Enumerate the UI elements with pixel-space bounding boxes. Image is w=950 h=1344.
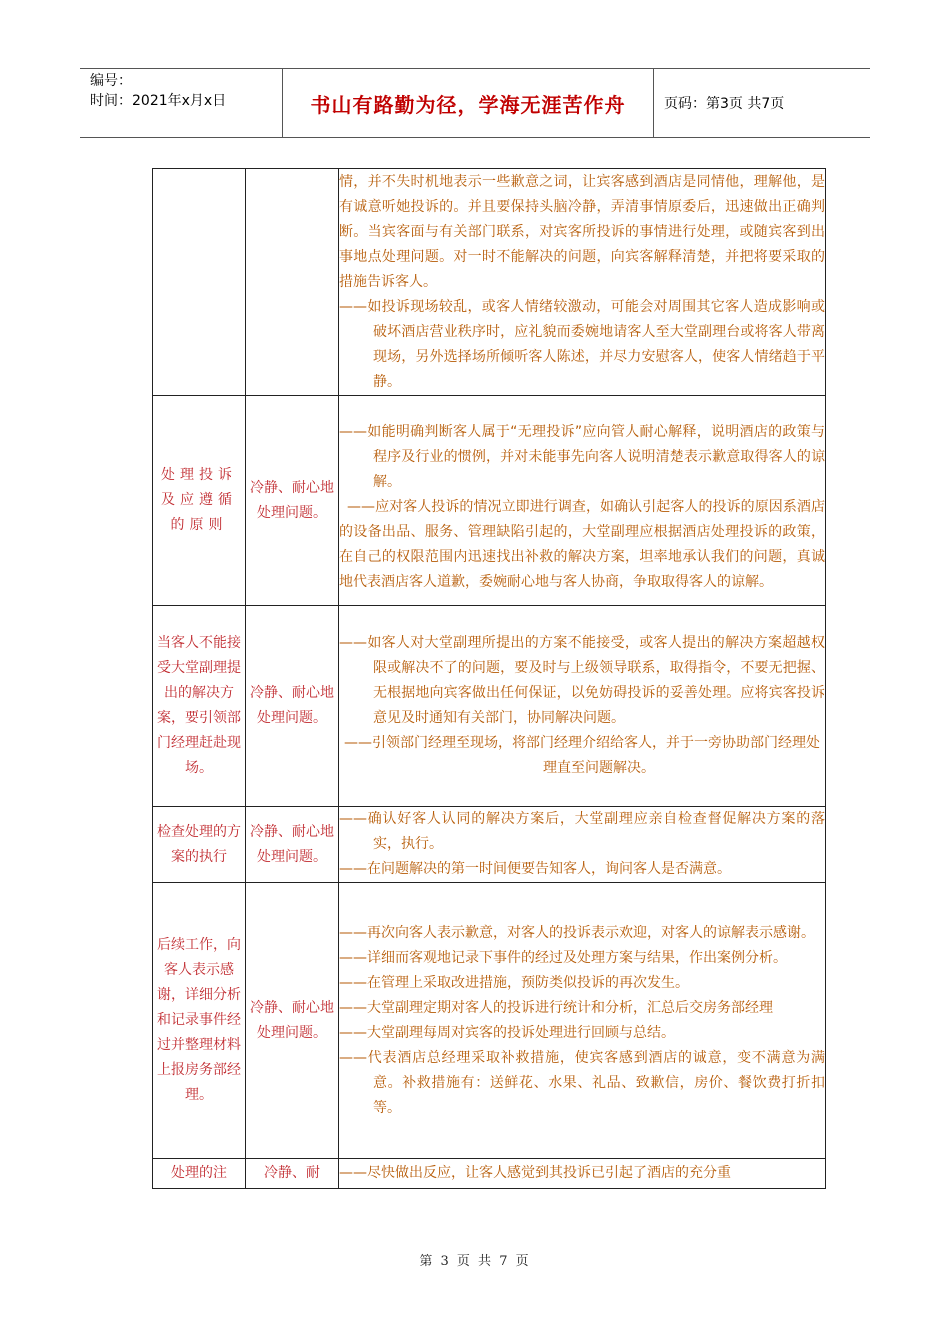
table-row	[153, 396, 826, 606]
table-row	[153, 606, 826, 807]
attitude-cell: 冷静、耐心地处理问题。	[246, 883, 339, 1159]
content-paragraph: 情，并不失时机地表示一些歉意之词，让宾客感到酒店是同情他，理解他，是有诚意听她投诉的。并且要保持头脑冷静，弄清事情原委后，迅速做出正确判断。当宾客面与有关部门联系，对宾客所投诉的事情进行处理，或随宾客到出事地点处理问题。对一时不能解决的问题，向宾客解释清楚，并把将要采取的措施告诉客人。	[339, 173, 825, 290]
content-paragraph: ——再次向客人表示歉意，对客人的投诉表示欢迎，对客人的谅解表示感谢。	[339, 924, 815, 941]
procedure-cell: 当客人不能接受大堂副理提出的解决方案，要引领部门经理赶赴现场。	[153, 606, 246, 807]
table-row	[153, 883, 826, 1159]
content-paragraph: ——详细而客观地记录下事件的经过及处理方案与结果，作出案例分析。	[339, 949, 787, 966]
content-paragraph: ——大堂副理每周对宾客的投诉处理进行回顾与总结。	[339, 1024, 675, 1041]
content-paragraph: ——应对客人投诉的情况立即进行调查，如确认引起客人的投诉的原因系酒店的设备出品、服务、管理缺陷引起的，大堂副理应根据酒店处理投诉的政策，在自己的权限范围内迅速找出补救的解决方案，坦率地承认我们的问题，真诚地代表酒店客人道歉，委婉耐心地与客人协商，争取取得客人的谅解。	[339, 499, 825, 590]
content-paragraph: ——如客人对大堂副理所提出的方案不能接受，或客人提出的解决方案超越权限或解决不了的问题，要及时与上级领导联系，取得指令，不要无把握、无根据地向宾客做出任何保证，以免妨碍投诉的妥善处理。应将宾客投诉意见及时通知有关部门，协同解决问题。	[339, 635, 825, 726]
content-cell	[339, 396, 826, 606]
header-meta	[80, 69, 283, 137]
procedure-cell: 处理的注	[153, 1159, 246, 1189]
content-cell	[339, 1159, 826, 1189]
content-paragraph: ——尽快做出反应，让客人感觉到其投诉已引起了酒店的充分重	[339, 1165, 731, 1181]
content-paragraph: ——如能明确判断客人属于“无理投诉”应向管人耐心解释，说明酒店的政策与程序及行业的惯例，并对未能事先向客人说明清楚表示歉意取得客人的谅解。	[339, 424, 825, 490]
content-paragraph: ——在管理上采取改进措施，预防类似投诉的再次发生。	[339, 974, 689, 991]
content-cell	[339, 807, 826, 883]
attitude-cell: 冷静、耐心地处理问题。	[246, 807, 339, 883]
attitude-cell: 冷静、耐	[246, 1159, 339, 1189]
attitude-cell: 冷静、耐心地处理问题。	[246, 396, 339, 606]
header-motto: 书山有路勤为径，学海无涯苦作舟	[283, 69, 654, 137]
content-paragraph: ——在问题解决的第一时间便要告知客人，询问客人是否满意。	[339, 861, 731, 877]
procedure-cell: 处理投诉及应遵循的原则	[153, 396, 246, 606]
document-date: 时间：2021年x月x日	[90, 93, 227, 109]
content-paragraph: ——代表酒店总经理采取补救措施，使宾客感到酒店的诚意，变不满意为满意。补救措施有：送鲜花、水果、礼品、致歉信，房价、餐饮费打折扣等。	[339, 1049, 825, 1116]
page-header	[80, 68, 870, 138]
content-cell	[339, 606, 826, 807]
content-paragraph: ——引领部门经理至现场，将部门经理介绍给客人，并于一旁协助部门经理处理直至问题解决。	[344, 735, 820, 776]
complaint-handling-table	[152, 168, 826, 1189]
procedure-cell	[153, 169, 246, 396]
attitude-cell	[246, 169, 339, 396]
table-row	[153, 1159, 826, 1189]
content-paragraph: ——确认好客人认同的解决方案后，大堂副理应亲自检查督促解决方案的落实，执行。	[339, 811, 825, 852]
content-cell	[339, 169, 826, 396]
content-paragraph: ——大堂副理定期对客人的投诉进行统计和分析，汇总后交房务部经理	[339, 999, 773, 1016]
page-footer: 第 3 页 共 7 页	[419, 1254, 531, 1269]
attitude-cell: 冷静、耐心地处理问题。	[246, 606, 339, 807]
procedure-cell: 检查处理的方案的执行	[153, 807, 246, 883]
document-number-label: 编号：	[90, 73, 132, 89]
table-row	[153, 169, 826, 396]
content-cell	[339, 883, 826, 1159]
content-paragraph: ——如投诉现场较乱，或客人情绪较激动，可能会对周围其它客人造成影响或破坏酒店营业秩序时，应礼貌而委婉地请客人至大堂副理台或将客人带离现场，另外选择场所倾听客人陈述，并尽力安慰客人，使客人情绪趋于平静。	[339, 298, 825, 390]
header-page-info: 页码：第3页 共7页	[664, 96, 785, 112]
table-row	[153, 807, 826, 883]
procedure-cell: 后续工作，向客人表示感谢，详细分析和记录事件经过并整理材料上报房务部经理。	[153, 883, 246, 1159]
